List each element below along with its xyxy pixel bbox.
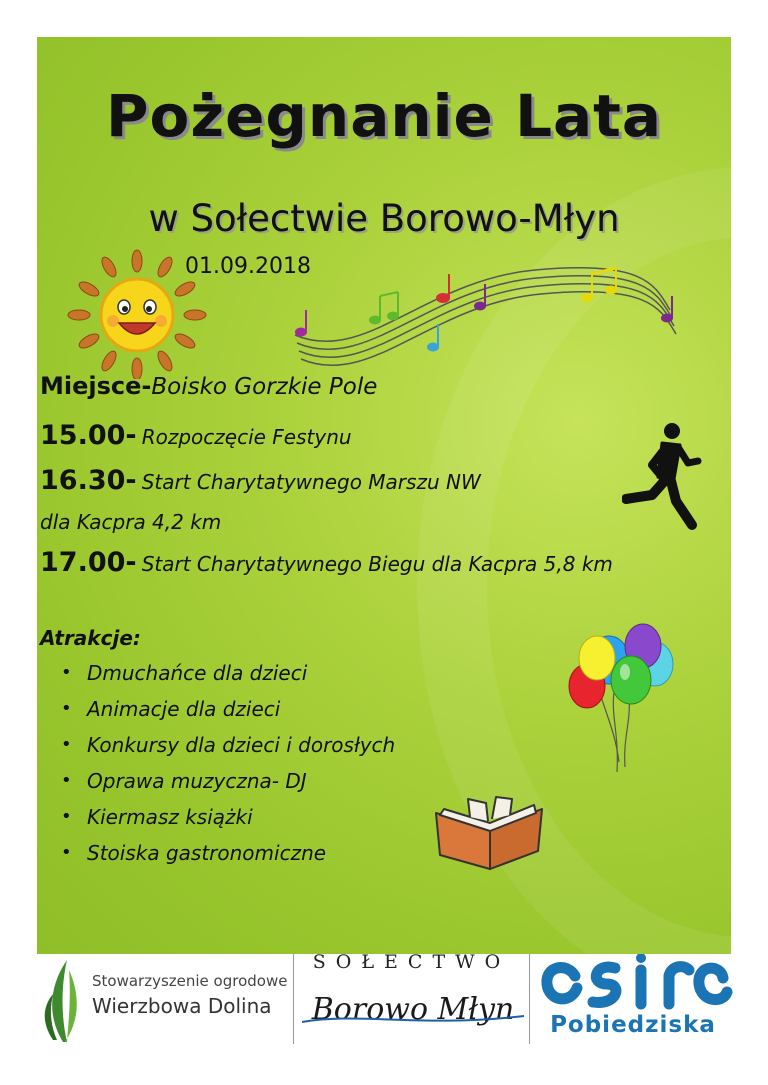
osir-logo <box>537 954 733 1014</box>
schedule-dash: - <box>125 465 137 496</box>
schedule-row <box>40 465 481 496</box>
schedule-text: dla Kacpra 4,2 km <box>40 510 222 534</box>
schedule-time: 15.00 <box>40 420 126 451</box>
schedule-dash: - <box>125 547 137 578</box>
place-separator: - <box>141 372 152 400</box>
attractions-label: Atrakcje: <box>40 626 141 650</box>
osir-name: Pobiedziska <box>550 1012 716 1038</box>
event-date: 01.09.2018 <box>185 254 311 279</box>
page-title: Pożegnanie Lata <box>105 82 663 150</box>
schedule-dash: - <box>125 420 137 451</box>
list-item: • Oprawa muzyczna- DJ <box>57 763 395 799</box>
solectwo-logo <box>293 951 530 1044</box>
list-item: • Kiermasz książki <box>57 799 395 835</box>
place-row <box>40 372 377 400</box>
schedule-text: Rozpoczęcie Festynu <box>141 425 352 449</box>
schedule-time: 16.30 <box>40 465 126 496</box>
leaf-icon <box>39 956 89 1044</box>
attractions-list <box>57 655 395 871</box>
footer-logos <box>37 951 731 1046</box>
solectwo-name: Borowo Młyn <box>311 992 515 1027</box>
page-subtitle: w Sołectwie Borowo-Młyn <box>148 197 620 240</box>
poster <box>37 37 731 954</box>
list-item: • Stoiska gastronomiczne <box>57 835 395 871</box>
balloons-icon <box>559 622 679 782</box>
place-label: Miejsce <box>40 372 142 400</box>
schedule-row <box>40 420 352 451</box>
schedule-row <box>40 547 613 578</box>
solectwo-underline <box>300 1010 526 1030</box>
schedule-text: Start Charytatywnego Biegu dla Kacpra 5,8 km <box>141 552 613 576</box>
org-name-line2: Wierzbowa Dolina <box>92 994 272 1018</box>
schedule-text: Start Charytatywnego Marszu NW <box>141 470 481 494</box>
place-value: Boisko Gorzkie Pole <box>151 374 378 400</box>
music-notes-icon <box>275 240 685 380</box>
runner-icon <box>622 421 702 531</box>
schedule-row-continuation <box>40 510 221 534</box>
solectwo-label: SOŁECTWO <box>312 951 511 973</box>
list-item: • Dmuchańce dla dzieci <box>57 655 395 691</box>
book-icon <box>430 793 550 873</box>
list-item: • Konkursy dla dzieci i dorosłych <box>57 727 395 763</box>
org-name-line1: Stowarzyszenie ogrodowe <box>92 972 288 990</box>
list-item: • Animacje dla dzieci <box>57 691 395 727</box>
schedule-time: 17.00 <box>40 547 126 578</box>
